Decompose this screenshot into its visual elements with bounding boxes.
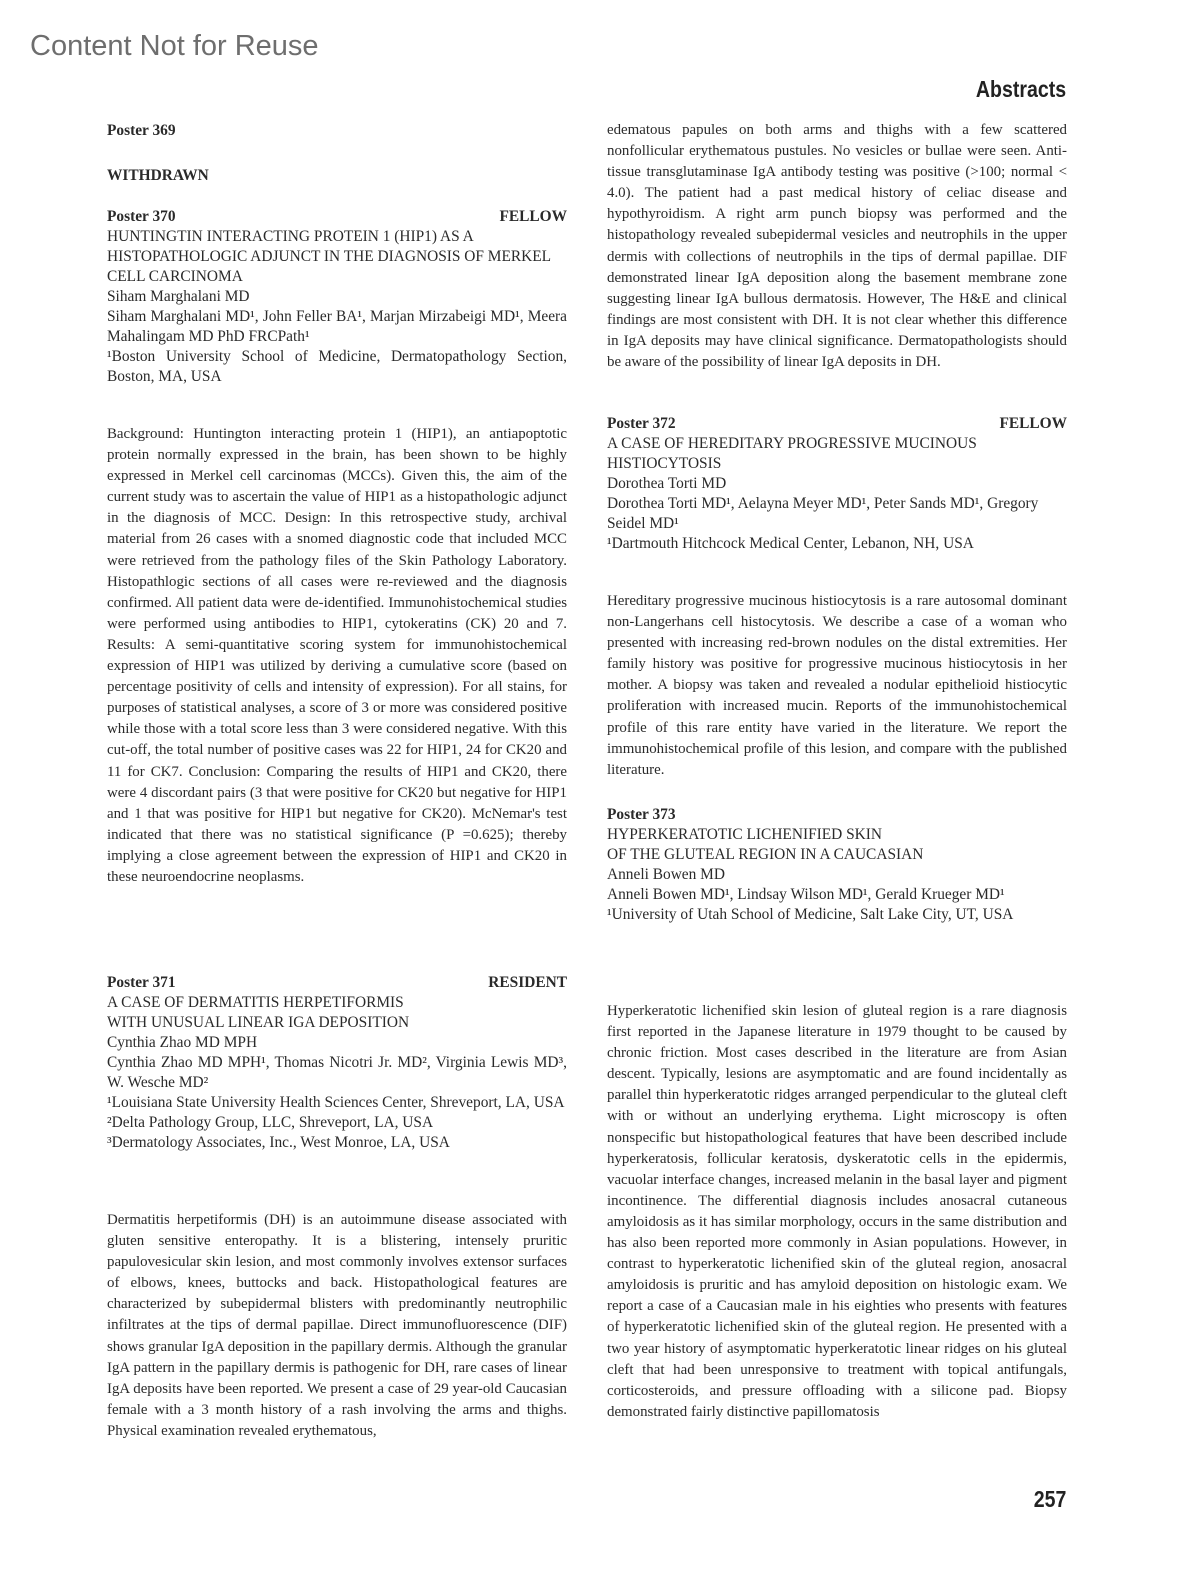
presenter: Siham Marghalani MD [107, 288, 250, 305]
authors: Dorothea Torti MD¹, Aelayna Meyer MD¹, Peter Sands MD¹, Gregory Seidel MD¹ [607, 495, 1039, 532]
affiliation: ¹University of Utah School of Medicine, Salt Lake City, UT, USA [607, 906, 1014, 923]
abstract-body: Hereditary progressive mucinous histiocytosis is a rare autosomal dominant non-Langerhans cell histocytosis. We describe a case of a woman who presented with increasing red-brown nodules on the distal extremities. Her family history was positive for progressive mucinous histiocytosis in her mother. A biopsy was taken and revealed a nodular epithelioid histiocytic proliferation with increased mucin. Reports of the immunohistochemical profile of this rare entity have varied in the literature. We report the immunohistochemical profile of this lesion, and compare with the published literature. [607, 593, 1067, 778]
poster-label: Poster 373 [607, 806, 676, 823]
poster-title-line: WITH UNUSUAL LINEAR IGA DEPOSITION [107, 1014, 410, 1031]
poster-373 [607, 805, 1067, 925]
affiliation: ³Dermatology Associates, Inc., West Monroe, LA, USA [107, 1134, 450, 1151]
abstract-body: Hyperkeratotic lichenified skin lesion of gluteal region is a rare diagnosis first reported in the Japanese literature in 1979 thought to be caused by chronic friction. Most cases described in the literature are from Asian descent. Typically, lesions are asymptomatic and are found incidentally as parallel thin hyperkeratotic ridges arranged perpendicular to the gluteal cleft with or without an underlying erythema. Light microscopy is often nonspecific but histopathological features that have been described include hyperkeratosis, follicular keratosis, dyskeratotic cells in the epidermis, vacuolar interface changes, increased melanin in the basal layer and pigment incontinence. The differential diagnosis includes anosacral cutaneous amyloidosis as it has similar morphology, occurs in the same distribution and has also been reported more commonly in Asian populations. However, in contrast to hyperkeratotic lichenified skin of the gluteal region, anosacral amyloidosis is pruritic and has amyloid deposition on histologic exam. We report a case of a Caucasian male in his eighties who presents with features of hyperkeratotic lichenified skin of the gluteal region. He presented with a two year history of asymptomatic hyperkeratotic linear ridges on his gluteal cleft that had been unresponsive to treatment with topical antifungals, corticosteroids, and pressure offloading with a silicone pad. Biopsy demonstrated fairly distinctive papillomatosis [607, 1003, 1067, 1420]
poster-title: A CASE OF HEREDITARY PROGRESSIVE MUCINOUS HISTIOCYTOSIS [607, 435, 977, 472]
poster-369 [107, 121, 567, 141]
poster-372 [607, 414, 1067, 554]
affiliation: ²Delta Pathology Group, LLC, Shreveport, LA, USA [107, 1114, 434, 1131]
watermark: Content Not for Reuse [30, 30, 319, 62]
poster-title-line: HYPERKERATOTIC LICHENIFIED SKIN [607, 826, 883, 843]
poster-title-line: OF THE GLUTEAL REGION IN A CAUCASIAN [607, 846, 924, 863]
withdrawn-status: WITHDRAWN [107, 167, 209, 184]
affiliation: ¹Boston University School of Medicine, Dermatopathology Section, Boston, MA, USA [107, 348, 567, 385]
poster-title-line: A CASE OF DERMATITIS HERPETIFORMIS [107, 994, 404, 1011]
category-badge: FELLOW [999, 415, 1067, 432]
poster-370 [107, 207, 567, 387]
poster-label: Poster 372 [607, 415, 676, 432]
category-badge: RESIDENT [488, 974, 567, 991]
abstract-body: Background: Huntington interacting protein 1 (HIP1), an antiapoptotic protein normally expressed in the brain, has been shown to be highly expressed in Merkel cell carcinomas (MCCs). Given this, the aim of the current study was to ascertain the value of HIP1 as a histopathologic adjunct in the diagnosis of MCC. Design: In this retrospective study, archival material from 26 cases with a snomed diagnostic code that included MCC were retrieved from the pathology files of the Skin Pathology Laboratory. Histopathlogic sections of all cases were re-reviewed and the diagnosis confirmed. All patient data were de-identified. Immunohistochemical studies were performed using antibodies to HIP1, cytokeratins (CK) 20 and 7. Results: A semi-quantitative scoring system for immunohistochemical expression of HIP1 was utilized by deriving a cumulative score (based on percentage positivity of cells and intensity of expression). For all stains, for purposes of statistical analyses, a score of 3 or more was considered positive while those with a total score less than 3 were considered negative. With this cut-off, the total number of positive cases was 22 for HIP1, 24 for CK20 and 11 for CK7. Conclusion: Comparing the results of HIP1 and CK20, there were 4 discordant pairs (3 that were positive for CK20 but negative for HIP1 and 1 that was positive for HIP1 but negative for CK20). McNemar's test indicated that there was no statistical significance (P =0.625); thereby implying a close agreement between the expression of HIP1 and CK20 in these neuroendocrine neoplasms. [107, 426, 567, 885]
affiliation: ¹Louisiana State University Health Sciences Center, Shreveport, LA, USA [107, 1094, 565, 1111]
presenter: Anneli Bowen MD [607, 866, 725, 883]
authors: Siham Marghalani MD¹, John Feller BA¹, Marjan Mirzabeigi MD¹, Meera Mahalingam MD PhD FRCPath¹ [107, 308, 567, 345]
poster-371 [107, 973, 567, 1153]
page-number: 257 [1033, 1486, 1066, 1512]
poster-title: HUNTINGTIN INTERACTING PROTEIN 1 (HIP1) AS A HISTOPATHOLOGIC ADJUNCT IN THE DIAGNOSIS OF MERKEL CELL CARCINOMA [107, 228, 551, 285]
presenter: Cynthia Zhao MD MPH [107, 1034, 258, 1051]
authors: Anneli Bowen MD¹, Lindsay Wilson MD¹, Gerald Krueger MD¹ [607, 886, 1005, 903]
presenter: Dorothea Torti MD [607, 475, 727, 492]
poster-label: Poster 371 [107, 974, 176, 991]
abstract-body-continued: edematous papules on both arms and thighs with a few scattered nonfollicular erythematous pustules. No vesicles or bullae were seen. Anti-tissue transglutaminase IgA antibody testing was positive (>100; normal < 4.0). The patient had a past medical history of celiac disease and hypothyroidism. A right arm punch biopsy was performed and the histopathology revealed subepidermal vesicles and neutrophils in the upper dermis with collections of neutrophils in the tips of dermal papillae. DIF demonstrated linear IgA deposition along the basement membrane zone suggesting linear IgA bullous dermatosis. However, The H&E and clinical findings are most consistent with DH. It is not clear whether this difference in IgA deposits may have clinical significance. Dermatopathologists should be aware of the possibility of linear IgA deposits in DH. [607, 122, 1067, 371]
authors: Cynthia Zhao MD MPH¹, Thomas Nicotri Jr. MD², Virginia Lewis MD³, W. Wesche MD² [107, 1054, 567, 1091]
category-badge: FELLOW [499, 208, 567, 225]
affiliation: ¹Dartmouth Hitchcock Medical Center, Lebanon, NH, USA [607, 535, 974, 552]
poster-label: Poster 370 [107, 208, 176, 225]
poster-label: Poster 369 [107, 122, 176, 139]
abstract-body: Dermatitis herpetiformis (DH) is an autoimmune disease associated with gluten sensitive enteropathy. It is a blistering, intensely pruritic papulovesicular skin lesion, and most commonly involves extensor surfaces of elbows, knees, buttocks and back. Histopathological features are characterized by subepidermal blisters with predominantly neutrophilic infiltrates at the tips of dermal papillae. Direct immunofluorescence (DIF) shows granular IgA deposition in the papillary dermis. Although the granular IgA pattern in the papillary dermis is pathogenic for DH, rare cases of linear IgA deposits have been reported. We present a case of 29 year-old Caucasian female with a 3 month history of a rash involving the arms and thighs. Physical examination revealed erythematous, [107, 1212, 567, 1439]
section-title: Abstracts [975, 76, 1066, 102]
